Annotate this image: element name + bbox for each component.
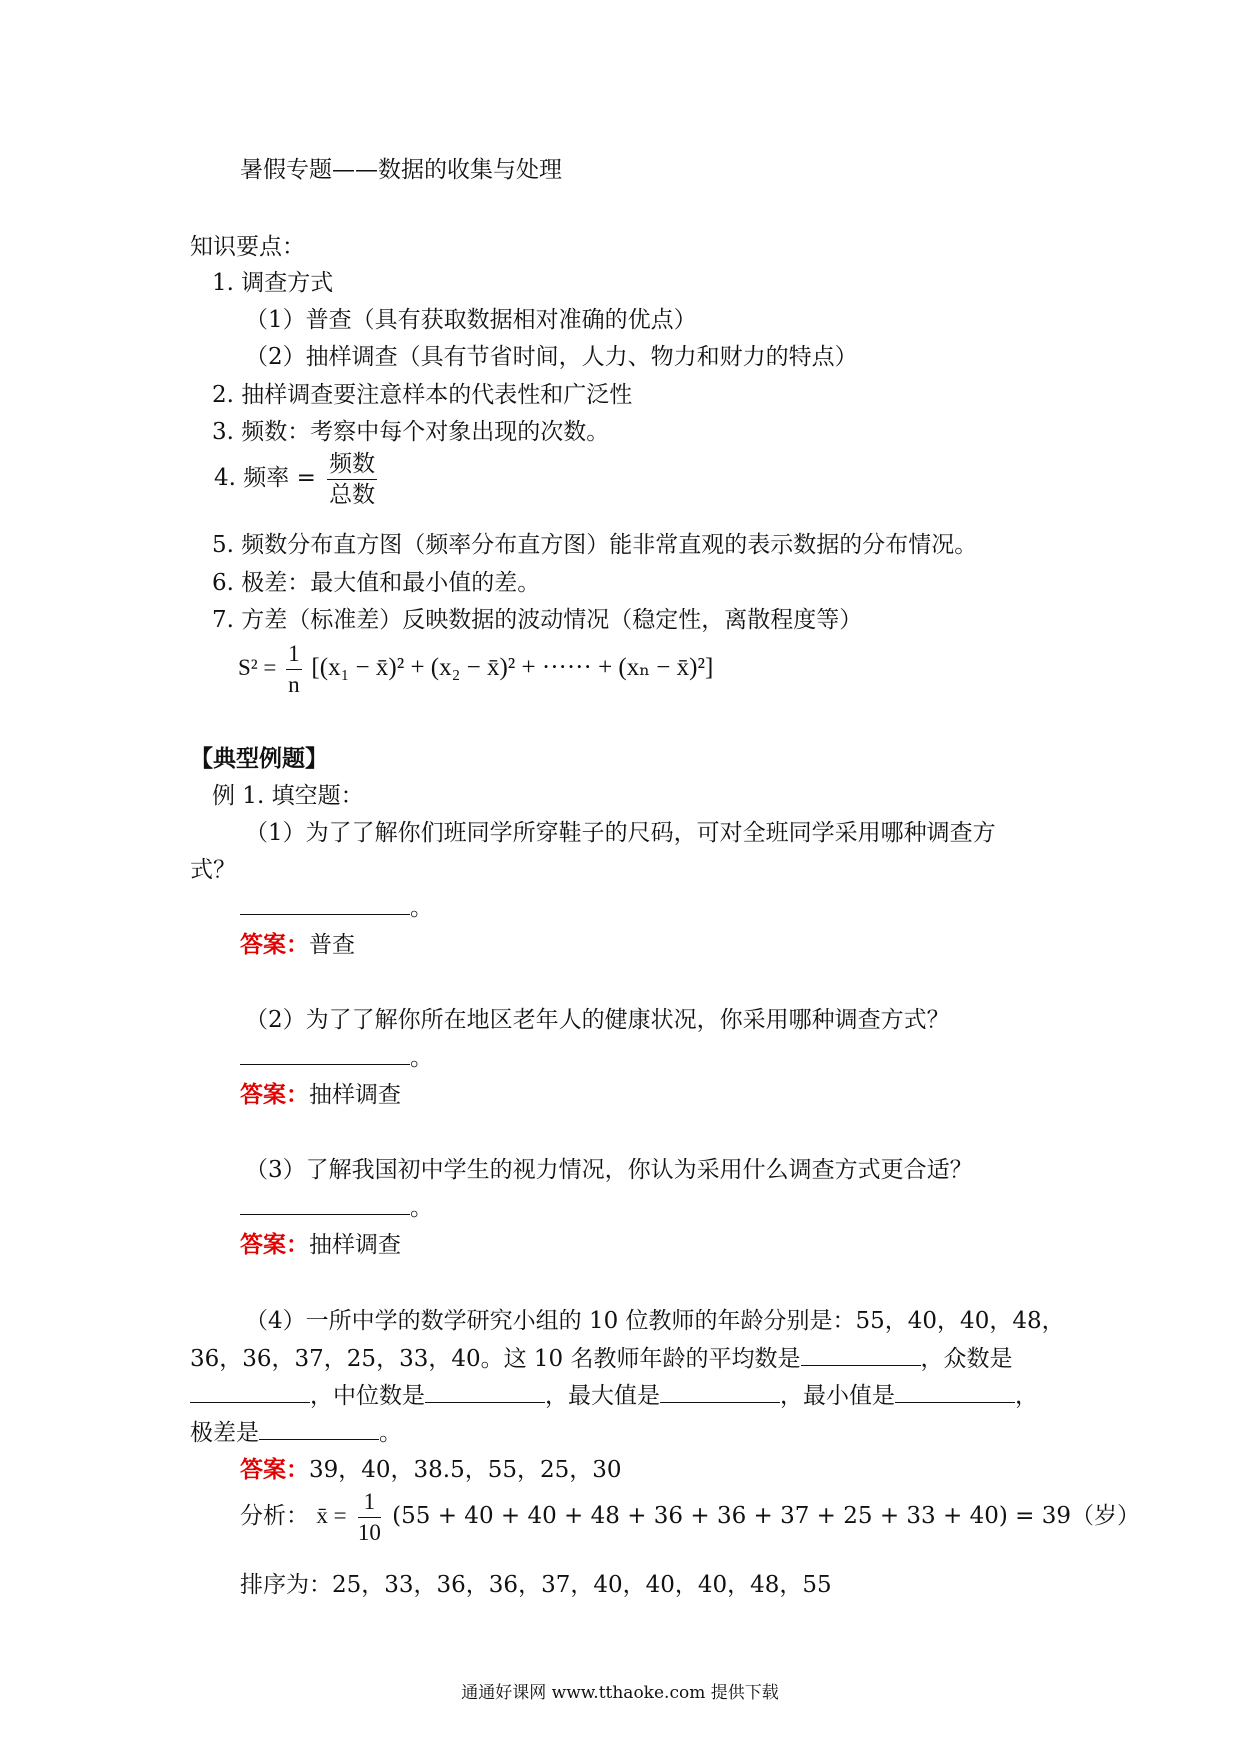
question-4-text: ， (1015, 1383, 1038, 1409)
mean-blank[interactable] (801, 1343, 921, 1366)
max-blank[interactable] (660, 1380, 780, 1403)
knowledge-item-1: 1. 调查方式 (212, 270, 334, 296)
variance-fraction (286, 639, 302, 700)
answer-text: 39，40，38.5，55，25，30 (309, 1457, 622, 1483)
variance-numerator: 1 (286, 639, 302, 670)
frequency-denominator: 总数 (329, 481, 376, 508)
question-1-answer (240, 930, 355, 960)
question-4-line-2 (190, 1343, 1013, 1374)
answer-text: 抽样调查 (309, 1232, 401, 1258)
analysis-rhs: (55 + 40 + 40 + 48 + 36 + 36 + 37 + 25 + 33 + 40) = 39（岁） (392, 1503, 1140, 1529)
knowledge-item-1-sub-2: （2）抽样调查（具有节省时间，人力、物力和财力的特点） (245, 344, 858, 370)
frequency-fraction (327, 449, 377, 510)
page-footer: 通通好课网 www.tthaoke.com 提供下载 (461, 1683, 779, 1703)
answer-label: 答案： (240, 1081, 309, 1108)
answer-text: 抽样调查 (309, 1082, 401, 1108)
answer-label: 答案： (240, 931, 309, 958)
frequency-label: 4. 频率 = (214, 465, 316, 491)
min-blank[interactable] (895, 1380, 1015, 1403)
analysis-label: 分析： (240, 1503, 309, 1529)
range-blank[interactable] (259, 1417, 379, 1440)
answer-blank[interactable] (240, 1192, 410, 1215)
question-4-line-4 (190, 1417, 402, 1448)
knowledge-item-7: 7. 方差（标准差）反映数据的波动情况（稳定性，离散程度等） (212, 607, 863, 633)
period: 。 (410, 895, 433, 921)
variance-denominator: n (288, 672, 300, 698)
mode-blank[interactable] (190, 1380, 310, 1403)
knowledge-item-3: 3. 频数：考察中每个对象出现的次数。 (212, 419, 610, 445)
question-1-blank-line (240, 892, 433, 923)
knowledge-item-1-sub-1: （1）普查（具有获取数据相对准确的优点） (245, 307, 697, 333)
period: 。 (379, 1420, 402, 1446)
knowledge-item-5: 5. 频数分布直方图（频率分布直方图）能非常直观的表示数据的分布情况。 (212, 532, 978, 558)
knowledge-item-6: 6. 极差：最大值和最小值的差。 (212, 570, 541, 596)
variance-formula (238, 638, 713, 700)
answer-blank[interactable] (240, 1042, 410, 1065)
question-1-line-1: （1）为了了解你们班同学所穿鞋子的尺码，可对全班同学采用哪种调查方 (245, 820, 996, 846)
question-2-blank-line (240, 1042, 433, 1073)
knowledge-item-2: 2. 抽样调查要注意样本的代表性和广泛性 (212, 382, 633, 408)
variance-lhs: S² = (238, 655, 277, 680)
question-2-answer (240, 1080, 401, 1110)
question-4-text: ，最大值是 (545, 1383, 660, 1409)
page-title: 暑假专题——数据的收集与处理 (240, 157, 562, 183)
answer-text: 普查 (309, 932, 355, 958)
question-4-answer (240, 1455, 622, 1485)
question-1-line-2: 式？ (190, 857, 236, 883)
question-4-line-1: （4）一所中学的数学研究小组的 10 位教师的年龄分别是：55，40，40，48， (245, 1308, 1065, 1334)
analysis-denominator: 10 (357, 1519, 381, 1545)
frequency-numerator: 频数 (327, 449, 377, 480)
question-4-text: 36，36，37，25，33，40。这 10 名教师年龄的平均数是 (190, 1346, 801, 1372)
question-3: （3）了解我国初中学生的视力情况，你认为采用什么调查方式更合适？ (245, 1157, 973, 1183)
variance-body: [(x₁ − x̄)² + (x₂ − x̄)² + ······ + (xₙ − x̄)²] (311, 654, 714, 681)
answer-label: 答案： (240, 1456, 309, 1483)
analysis-fraction (358, 1487, 381, 1548)
median-blank[interactable] (425, 1380, 545, 1403)
question-4-text: 极差是 (190, 1420, 259, 1446)
question-3-blank-line (240, 1192, 433, 1223)
sorted-values: 排序为：25，33，36，36，37，40，40，40，48，55 (240, 1572, 832, 1598)
question-4-text: ，中位数是 (310, 1383, 425, 1409)
knowledge-item-4 (214, 448, 381, 510)
examples-heading: 【典型例题】 (190, 745, 328, 772)
example-1-label: 例 1. 填空题： (212, 783, 364, 809)
analysis-formula (240, 1486, 1140, 1548)
period: 。 (410, 1195, 433, 1221)
knowledge-heading: 知识要点： (190, 234, 305, 260)
question-4-text: ，众数是 (920, 1346, 1013, 1372)
answer-label: 答案： (240, 1231, 309, 1258)
analysis-lhs: x̄ = (316, 1503, 347, 1528)
answer-blank[interactable] (240, 892, 410, 915)
analysis-numerator: 1 (358, 1487, 381, 1518)
question-4-text: ，最小值是 (780, 1383, 895, 1409)
question-2: （2）为了了解你所在地区老年人的健康状况，你采用哪种调查方式？ (245, 1007, 950, 1033)
question-3-answer (240, 1230, 401, 1260)
question-4-line-3 (190, 1380, 1038, 1411)
period: 。 (410, 1045, 433, 1071)
